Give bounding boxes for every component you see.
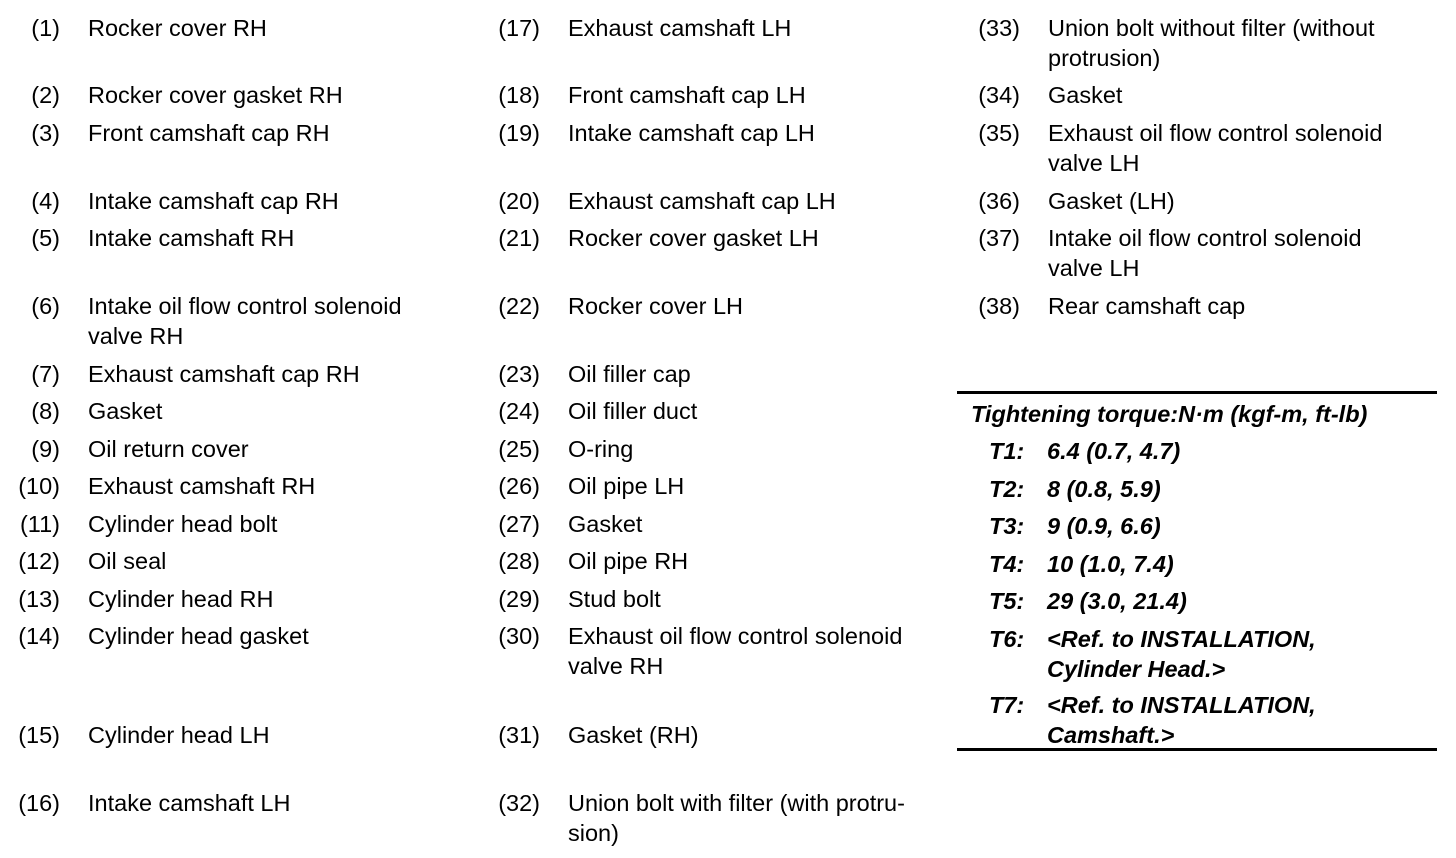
part-number: (16) xyxy=(18,790,60,816)
part-number: (37) xyxy=(978,225,1020,251)
part-name-line2: valve LH xyxy=(1048,150,1140,176)
part-number: (26) xyxy=(498,473,540,499)
torque-code: T4: xyxy=(989,551,1025,577)
part-name: Oil seal xyxy=(88,548,167,574)
part-number: (18) xyxy=(498,82,540,108)
part-name: Intake camshaft cap RH xyxy=(88,188,339,214)
part-name: Exhaust camshaft cap LH xyxy=(568,188,836,214)
part-name: Intake oil flow control solenoid xyxy=(1048,225,1362,251)
part-name: Rocker cover LH xyxy=(568,293,743,319)
part-number: (35) xyxy=(978,120,1020,146)
part-name: Exhaust camshaft cap RH xyxy=(88,361,360,387)
part-name: Exhaust camshaft RH xyxy=(88,473,316,499)
part-number: (6) xyxy=(31,293,60,319)
part-name: Union bolt without filter (without xyxy=(1048,15,1375,41)
part-number: (3) xyxy=(31,120,60,146)
part-name-line2: sion) xyxy=(568,820,619,846)
torque-value: <Ref. to INSTALLATION, xyxy=(1047,626,1316,652)
part-name: Rocker cover gasket RH xyxy=(88,82,343,108)
part-number: (31) xyxy=(498,722,540,748)
part-name: Cylinder head bolt xyxy=(88,511,278,537)
torque-code: T6: xyxy=(989,626,1025,652)
part-name: Rocker cover gasket LH xyxy=(568,225,819,251)
part-number: (12) xyxy=(18,548,60,574)
torque-value-line2: Cylinder Head.> xyxy=(1047,656,1226,682)
part-number: (21) xyxy=(498,225,540,251)
part-name-line2: valve RH xyxy=(88,323,184,349)
part-name: Intake camshaft cap LH xyxy=(568,120,815,146)
part-name: Intake camshaft RH xyxy=(88,225,295,251)
torque-value: 9 (0.9, 6.6) xyxy=(1047,513,1161,539)
part-number: (23) xyxy=(498,361,540,387)
part-name: Union bolt with filter (with protru- xyxy=(568,790,905,816)
torque-value: 6.4 (0.7, 4.7) xyxy=(1047,438,1181,464)
torque-value: 10 (1.0, 7.4) xyxy=(1047,551,1174,577)
torque-code: T1: xyxy=(989,438,1025,464)
part-name: Intake oil flow control solenoid xyxy=(88,293,402,319)
part-name: Front camshaft cap RH xyxy=(88,120,330,146)
part-name: Oil filler duct xyxy=(568,398,698,424)
part-name: Exhaust oil flow control solenoid xyxy=(1048,120,1383,146)
part-number: (4) xyxy=(31,188,60,214)
part-number: (24) xyxy=(498,398,540,424)
part-number: (14) xyxy=(18,623,60,649)
part-name: Gasket xyxy=(568,511,643,537)
part-name: Oil pipe LH xyxy=(568,473,685,499)
part-number: (10) xyxy=(18,473,60,499)
part-number: (29) xyxy=(498,586,540,612)
part-number: (34) xyxy=(978,82,1020,108)
part-number: (38) xyxy=(978,293,1020,319)
part-name: Front camshaft cap LH xyxy=(568,82,806,108)
part-name: Exhaust oil flow control solenoid xyxy=(568,623,903,649)
part-number: (5) xyxy=(31,225,60,251)
part-name: Oil return cover xyxy=(88,436,249,462)
part-name: Intake camshaft LH xyxy=(88,790,291,816)
part-name: Rear camshaft cap xyxy=(1048,293,1246,319)
part-number: (9) xyxy=(31,436,60,462)
torque-value: <Ref. to INSTALLATION, xyxy=(1047,692,1316,718)
part-name: Stud bolt xyxy=(568,586,661,612)
part-name: Cylinder head RH xyxy=(88,586,274,612)
part-name: O-ring xyxy=(568,436,634,462)
part-name: Oil pipe RH xyxy=(568,548,689,574)
part-number: (7) xyxy=(31,361,60,387)
part-name-line2: valve LH xyxy=(1048,255,1140,281)
torque-title: Tightening torque:N·m (kgf-m, ft-lb) xyxy=(971,401,1368,427)
part-name: Gasket xyxy=(88,398,163,424)
torque-code: T3: xyxy=(989,513,1025,539)
part-name: Cylinder head LH xyxy=(88,722,270,748)
part-number: (13) xyxy=(18,586,60,612)
torque-code: T7: xyxy=(989,692,1025,718)
part-number: (27) xyxy=(498,511,540,537)
part-name: Cylinder head gasket xyxy=(88,623,309,649)
part-number: (20) xyxy=(498,188,540,214)
part-number: (1) xyxy=(31,15,60,41)
part-name: Gasket (RH) xyxy=(568,722,699,748)
part-number: (33) xyxy=(978,15,1020,41)
part-name: Gasket (LH) xyxy=(1048,188,1175,214)
torque-value-line2: Camshaft.> xyxy=(1047,722,1175,748)
part-name: Rocker cover RH xyxy=(88,15,267,41)
part-name-line2: valve RH xyxy=(568,653,664,679)
part-number: (17) xyxy=(498,15,540,41)
part-name-line2: protrusion) xyxy=(1048,45,1161,71)
part-number: (15) xyxy=(18,722,60,748)
part-number: (19) xyxy=(498,120,540,146)
part-number: (8) xyxy=(31,398,60,424)
part-number: (25) xyxy=(498,436,540,462)
part-name: Oil filler cap xyxy=(568,361,691,387)
torque-code: T5: xyxy=(989,588,1025,614)
part-name: Gasket xyxy=(1048,82,1123,108)
part-number: (28) xyxy=(498,548,540,574)
part-number: (2) xyxy=(31,82,60,108)
part-number: (36) xyxy=(978,188,1020,214)
torque-table xyxy=(957,391,1437,751)
torque-code: T2: xyxy=(989,476,1025,502)
part-number: (22) xyxy=(498,293,540,319)
torque-value: 8 (0.8, 5.9) xyxy=(1047,476,1161,502)
torque-value: 29 (3.0, 21.4) xyxy=(1047,588,1187,614)
part-number: (11) xyxy=(19,511,60,537)
part-number: (30) xyxy=(498,623,540,649)
part-name: Exhaust camshaft LH xyxy=(568,15,792,41)
part-number: (32) xyxy=(498,790,540,816)
